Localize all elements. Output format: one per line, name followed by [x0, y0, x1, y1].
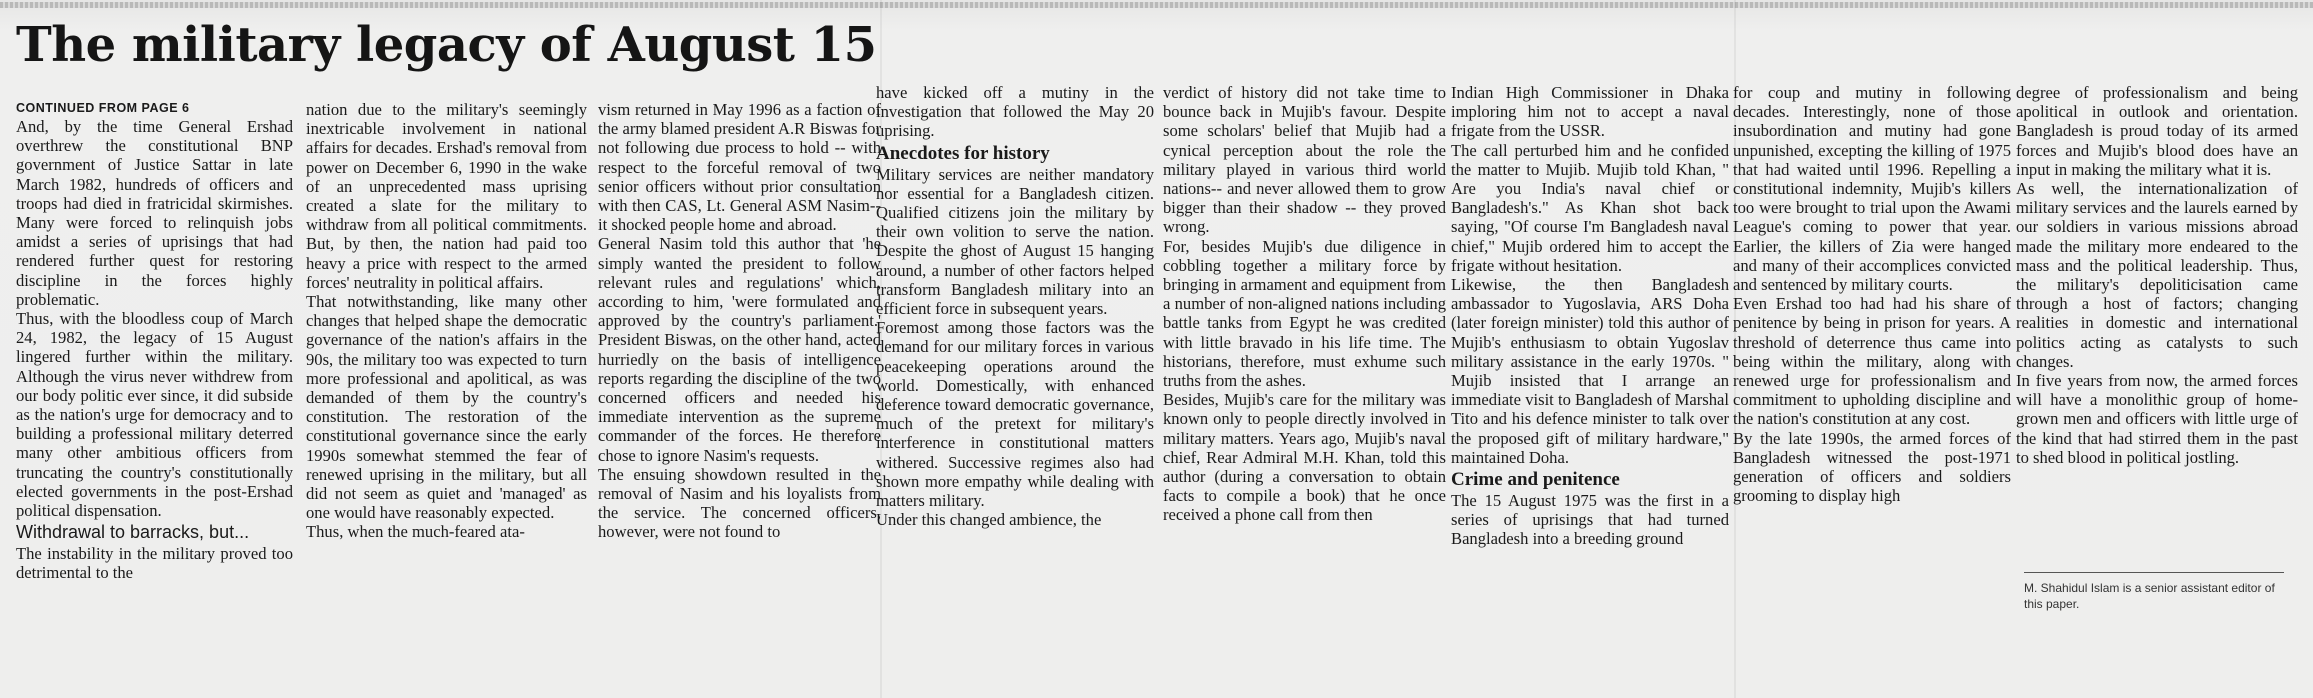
top-border-rule — [0, 2, 2313, 8]
paragraph: Even Ershad too had had his share of penitence by being in prison for years. A threshold of deterrence thus came into being within the military, along with renewed urge for professionalism and commitment to upholding discipline and the nation's constitution at any cost. — [1733, 294, 2011, 429]
paragraph: verdict of history did not take time to bounce back in Mujib's favour. Despite some scholars' belief that Mujib had a cynical perception about the role the military played in various third world nations-- and never allowed them to grow bigger than their shadow -- they proved wrong. — [1163, 83, 1446, 237]
paragraph: As well, the internationalization of military services and the laurels earned by our soldiers in various missions abroad made the military more endeared to the mass and the political leadership. Thus, the military's depoliticisation came through a host of factors; changing realities in domestic and international politics acting as catalysts to such changes. — [2016, 179, 2298, 371]
paragraph: The call perturbed him and he confided the matter to Mujib. Mujib told Khan, " Are you India's naval chief or Bangladesh's." As Khan shot back saying, "Of course I'm Bangladesh naval chief," Mujib ordered him to accept the frigate without hesitation. — [1451, 140, 1729, 275]
article-column-1 — [16, 100, 293, 690]
article-column-8 — [2016, 83, 2298, 568]
author-byline: M. Shahidul Islam is a senior assistant editor of this paper. — [2024, 581, 2275, 611]
paragraph: have kicked off a mutiny in the investigation that followed the May 20 uprising. — [876, 83, 1154, 141]
paragraph: Under this changed ambience, the — [876, 510, 1102, 530]
headline: The military legacy of August 15 — [16, 17, 877, 73]
article-column-3 — [598, 100, 881, 690]
paragraph: for coup and mutiny in following decades. Interestingly, none of those insubordination and mutiny had gone unpunished, excepting the killing of 1975 that had waited until 1996. Repelling a constitutional indemnity, Mujib's killers too were brought to trial upon the Awami League's coming to power that year. Earlier, the killers of Zia were hanged and many of their accomplices convicted and sentenced by military courts. — [1733, 83, 2011, 295]
subheading-crime-penitence: Crime and penitence — [1451, 469, 1620, 491]
paragraph: The instability in the military proved too detrimental to the — [16, 544, 293, 583]
paragraph: degree of professionalism and being apolitical in outlook and orientation. Bangladesh is proud today of its armed forces and Mujib's blood does have an input in making the military what it is. — [2016, 83, 2298, 179]
paragraph: Thus, with the bloodless coup of March 24, 1982, the legacy of 15 August lingered further within the military. Although the virus never withdrew from our body politic ever since, it did subside as the nation's urge for democracy and to building a professional military deterred many other ambitious officers from truncating the country's constitutionally elected governments in the post-Ershad political dispensation. — [16, 309, 293, 521]
article-column-6 — [1451, 83, 1729, 673]
paragraph: Foremost among those factors was the demand for our military forces in various peacekeeping operations around the world. Domestically, with enhanced deference toward democratic governance, much of the pretext for military's interference in constitutional matters withered. Successive regimes also had shown more empathy while dealing with matters military. — [876, 318, 1154, 511]
article-column-5 — [1163, 83, 1446, 673]
paragraph: And, by the time General Ershad overthrew the constitutional BNP government of Justice Sattar in late March 1982, hundreds of officers and troops had died in fratricidal skirmishes. Many were forced to relinquish jobs amidst a series of uprisings that had rendered further quest for restoring discipline in the forces highly problematic. — [16, 117, 293, 309]
article-column-7 — [1733, 83, 2011, 673]
paragraph: The ensuing showdown resulted in the removal of Nasim and his loyalists from the service. The concerned officers, however, were not found to — [598, 464, 881, 542]
paragraph: vism returned in May 1996 as a faction of the army blamed president A.R Biswas for not following due process to hold -- with respect to the forceful removal of two senior officers without prior consultation with then CAS, Lt. General ASM Nasim-- it shocked people home and abroad. — [598, 100, 881, 235]
byline-divider — [2024, 572, 2284, 573]
subheading-anecdotes: Anecdotes for history — [876, 142, 1050, 164]
article-column-2 — [306, 100, 587, 690]
subheading-withdrawal: Withdrawal to barracks, but... — [16, 522, 250, 543]
paragraph: For, besides Mujib's due diligence in cobbling together a military force by bringing in armament and equipment from a number of non-aligned nations including battle tanks from Egypt he was credited with little bravado in his life time. The historians, therefore, must exhume such truths from the ashes. — [1163, 236, 1446, 391]
paragraph: Thus, when the much-feared ata- — [306, 522, 525, 542]
paragraph: nation due to the military's seemingly inextricable involvement in national affairs for decades. Ershad's removal from power on December 6, 1990 in the wake of an unprecedented mass uprising created a slate for the military to withdraw from all political commitments. But, by then, the nation had paid too heavy a price with respect to the armed forces' neutrality in political affairs. — [306, 100, 587, 292]
paragraph: In five years from now, the armed forces will have a monolithic group of home- grown men and officers with little urge of the kind that had stirred them in the past to shed blood in political jostling. — [2016, 371, 2298, 467]
paragraph: Indian High Commissioner in Dhaka imploring him not to accept a naval frigate from the USSR. — [1451, 83, 1729, 141]
paragraph: Likewise, the then Bangladesh ambassador to Yugoslavia, ARS Doha (later foreign minister) told this author of Mujib's enthusiasm to obtain Yugoslav military assistance in the early 1970s. " Mujib insisted that I arrange an immediate visit to Bangladesh of Marshal Tito and his defence minister to talk over the proposed gift of military hardware," maintained Doha. — [1451, 275, 1729, 467]
paragraph: That notwithstanding, like many other changes that helped shape the democratic governance of the nation's affairs in the 90s, the military too was expected to turn more professional and apolitical, as was demanded of them by the country's constitution. The restoration of the constitutional governance since the early 1990s somewhat stemmed the fear of renewed uprising in the military, but all did not seem as quiet and 'managed' as one would have reasonably expected. — [306, 292, 587, 523]
article-column-4 — [876, 83, 1154, 673]
paragraph: General Nasim told this author that 'he simply wanted the president to follow relevant rules and regulations' which, according to him, 'were formulated and approved by the country's parliament.' President Biswas, on the other hand, acted hurriedly on the basis of intelligence reports regarding the discipline of the two concerned officers and needed his immediate intervention as the supreme commander of the forces. He therefore chose to ignore Nasim's requests. — [598, 234, 881, 465]
paragraph: Military services are neither mandatory nor essential for a Bangladesh citizen. Qualified citizens join the military by their own volition to serve the nation. Despite the ghost of August 15 hanging around, a number of other factors helped transform Bangladesh military into an efficient force in subsequent years. — [876, 164, 1154, 319]
continued-from-label: CONTINUED FROM PAGE 6 — [16, 101, 190, 115]
paragraph: Besides, Mujib's care for the military was known only to people directly involved in military matters. Years ago, Mujib's naval chief, Rear Admiral M.H. Khan, told this author (during a conversation to obtain facts to compile a book) that he once received a phone call from then — [1163, 390, 1446, 525]
paragraph: The 15 August 1975 was the first in a series of uprisings that had turned Bangladesh into a breeding ground — [1451, 491, 1729, 549]
paragraph: By the late 1990s, the armed forces of Bangladesh witnessed the post-1971 generation of officers and soldiers grooming to display high — [1733, 428, 2011, 506]
